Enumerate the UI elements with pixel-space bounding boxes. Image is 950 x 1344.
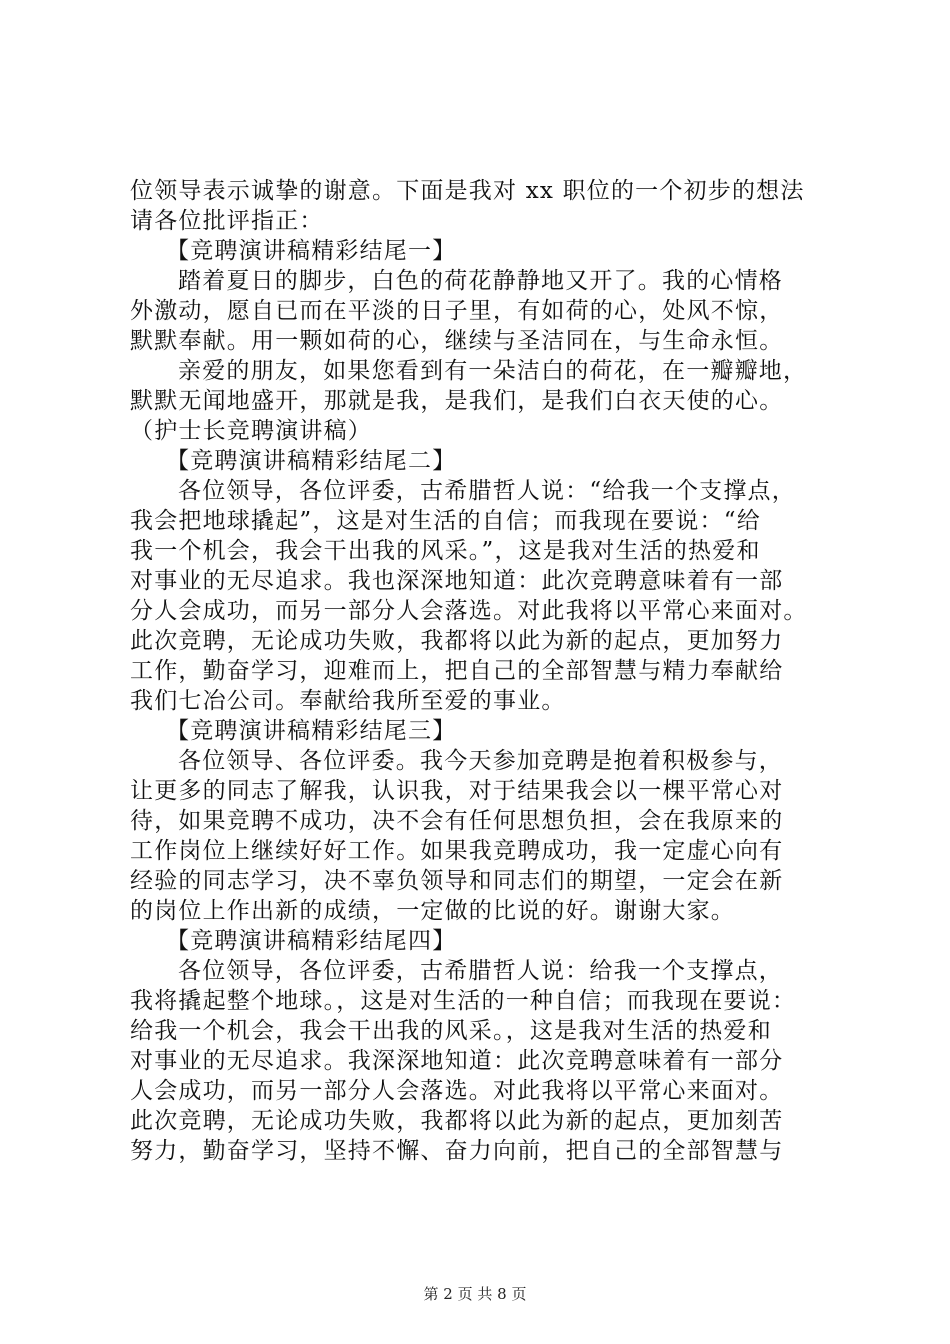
text-line: 工作岗位上继续好好工作。如果我竞聘成功，我一定虚心向有 bbox=[130, 838, 784, 864]
text-line: 的岗位上作出新的成绩，一定做的比说的好。谢谢大家。 bbox=[130, 898, 735, 924]
text-line: 工作，勤奋学习，迎难而上，把自己的全部智慧与精力奉献给 bbox=[130, 658, 784, 684]
text-line: 我会把地球撬起”，这是对生活的自信；而我现在要说：“给 bbox=[130, 508, 761, 534]
text-line: 给我一个机会，我会干出我的风采。，这是我对生活的热爱和 bbox=[130, 1018, 772, 1044]
text-line: 对事业的无尽追求。我也深深地知道：此次竞聘意味着有一部 bbox=[130, 568, 784, 594]
text-line: （护士长竞聘演讲稿） bbox=[130, 418, 372, 444]
page-footer: 第 2 页 共 8 页 bbox=[423, 1285, 527, 1303]
text-line: 让更多的同志了解我，认识我，对于结果我会以一棵平常心对 bbox=[130, 778, 784, 804]
text-line: 待，如果竞聘不成功，决不会有任何思想负担，会在我原来的 bbox=[130, 808, 784, 834]
text-line: 亲爱的朋友，如果您看到有一朵洁白的荷花，在一瓣瓣地， bbox=[178, 358, 808, 384]
text-line: 对事业的无尽追求。我深深地知道：此次竞聘意味着有一部分 bbox=[130, 1048, 784, 1074]
text-line: 努力，勤奋学习，坚持不懈、奋力向前，把自己的全部智慧与 bbox=[130, 1138, 784, 1164]
text-line: 外激动，愿自已而在平淡的日子里，有如荷的心，处风不惊， bbox=[130, 298, 784, 324]
text-line: 踏着夏日的脚步，白色的荷花静静地又开了。我的心情格 bbox=[178, 268, 783, 294]
document-body bbox=[130, 176, 830, 1166]
text-line: 各位领导、各位评委。我今天参加竞聘是抱着积极参与， bbox=[178, 748, 783, 774]
text-line: 我将撬起整个地球。，这是对生活的一种自信；而我现在要说： bbox=[130, 988, 797, 1014]
text-line: 各位领导，各位评委，古希腊哲人说：“给我一个支撑点， bbox=[178, 478, 796, 504]
text-line: 经验的同志学习，决不辜负领导和同志们的期望，一定会在新 bbox=[130, 868, 784, 894]
text-line: 我一个机会，我会干出我的风采。”，这是我对生活的热爱和 bbox=[130, 538, 761, 564]
text-line: 默默奉献。用一颗如荷的心，继续与圣洁同在，与生命永恒。 bbox=[130, 328, 784, 354]
text-line: 位领导表示诚挚的谢意。下面是我对 xx 职位的一个初步的想法 bbox=[130, 178, 805, 204]
section-heading: 【竞聘演讲稿精彩结尾一】 bbox=[166, 238, 457, 264]
text-line: 此次竞聘，无论成功失败，我都将以此为新的起点，更加努力 bbox=[130, 628, 784, 654]
text-line: 我们七冶公司。奉献给我所至爱的事业。 bbox=[130, 688, 566, 714]
section-heading: 【竞聘演讲稿精彩结尾二】 bbox=[166, 448, 457, 474]
text-line: 各位领导，各位评委，古希腊哲人说：给我一个支撑点， bbox=[178, 958, 783, 984]
text-line: 请各位批评指正： bbox=[130, 208, 324, 234]
section-heading: 【竞聘演讲稿精彩结尾三】 bbox=[166, 718, 457, 744]
text-line: 分人会成功，而另一部分人会落选。对此我将以平常心来面对。 bbox=[130, 598, 808, 624]
text-line: 此次竞聘，无论成功失败，我都将以此为新的起点，更加刻苦 bbox=[130, 1108, 784, 1134]
section-heading: 【竞聘演讲稿精彩结尾四】 bbox=[166, 928, 457, 954]
text-line: 默默无闻地盛开，那就是我，是我们，是我们白衣天使的心。 bbox=[130, 388, 784, 414]
text-line: 人会成功，而另一部分人会落选。对此我将以平常心来面对。 bbox=[130, 1078, 784, 1104]
